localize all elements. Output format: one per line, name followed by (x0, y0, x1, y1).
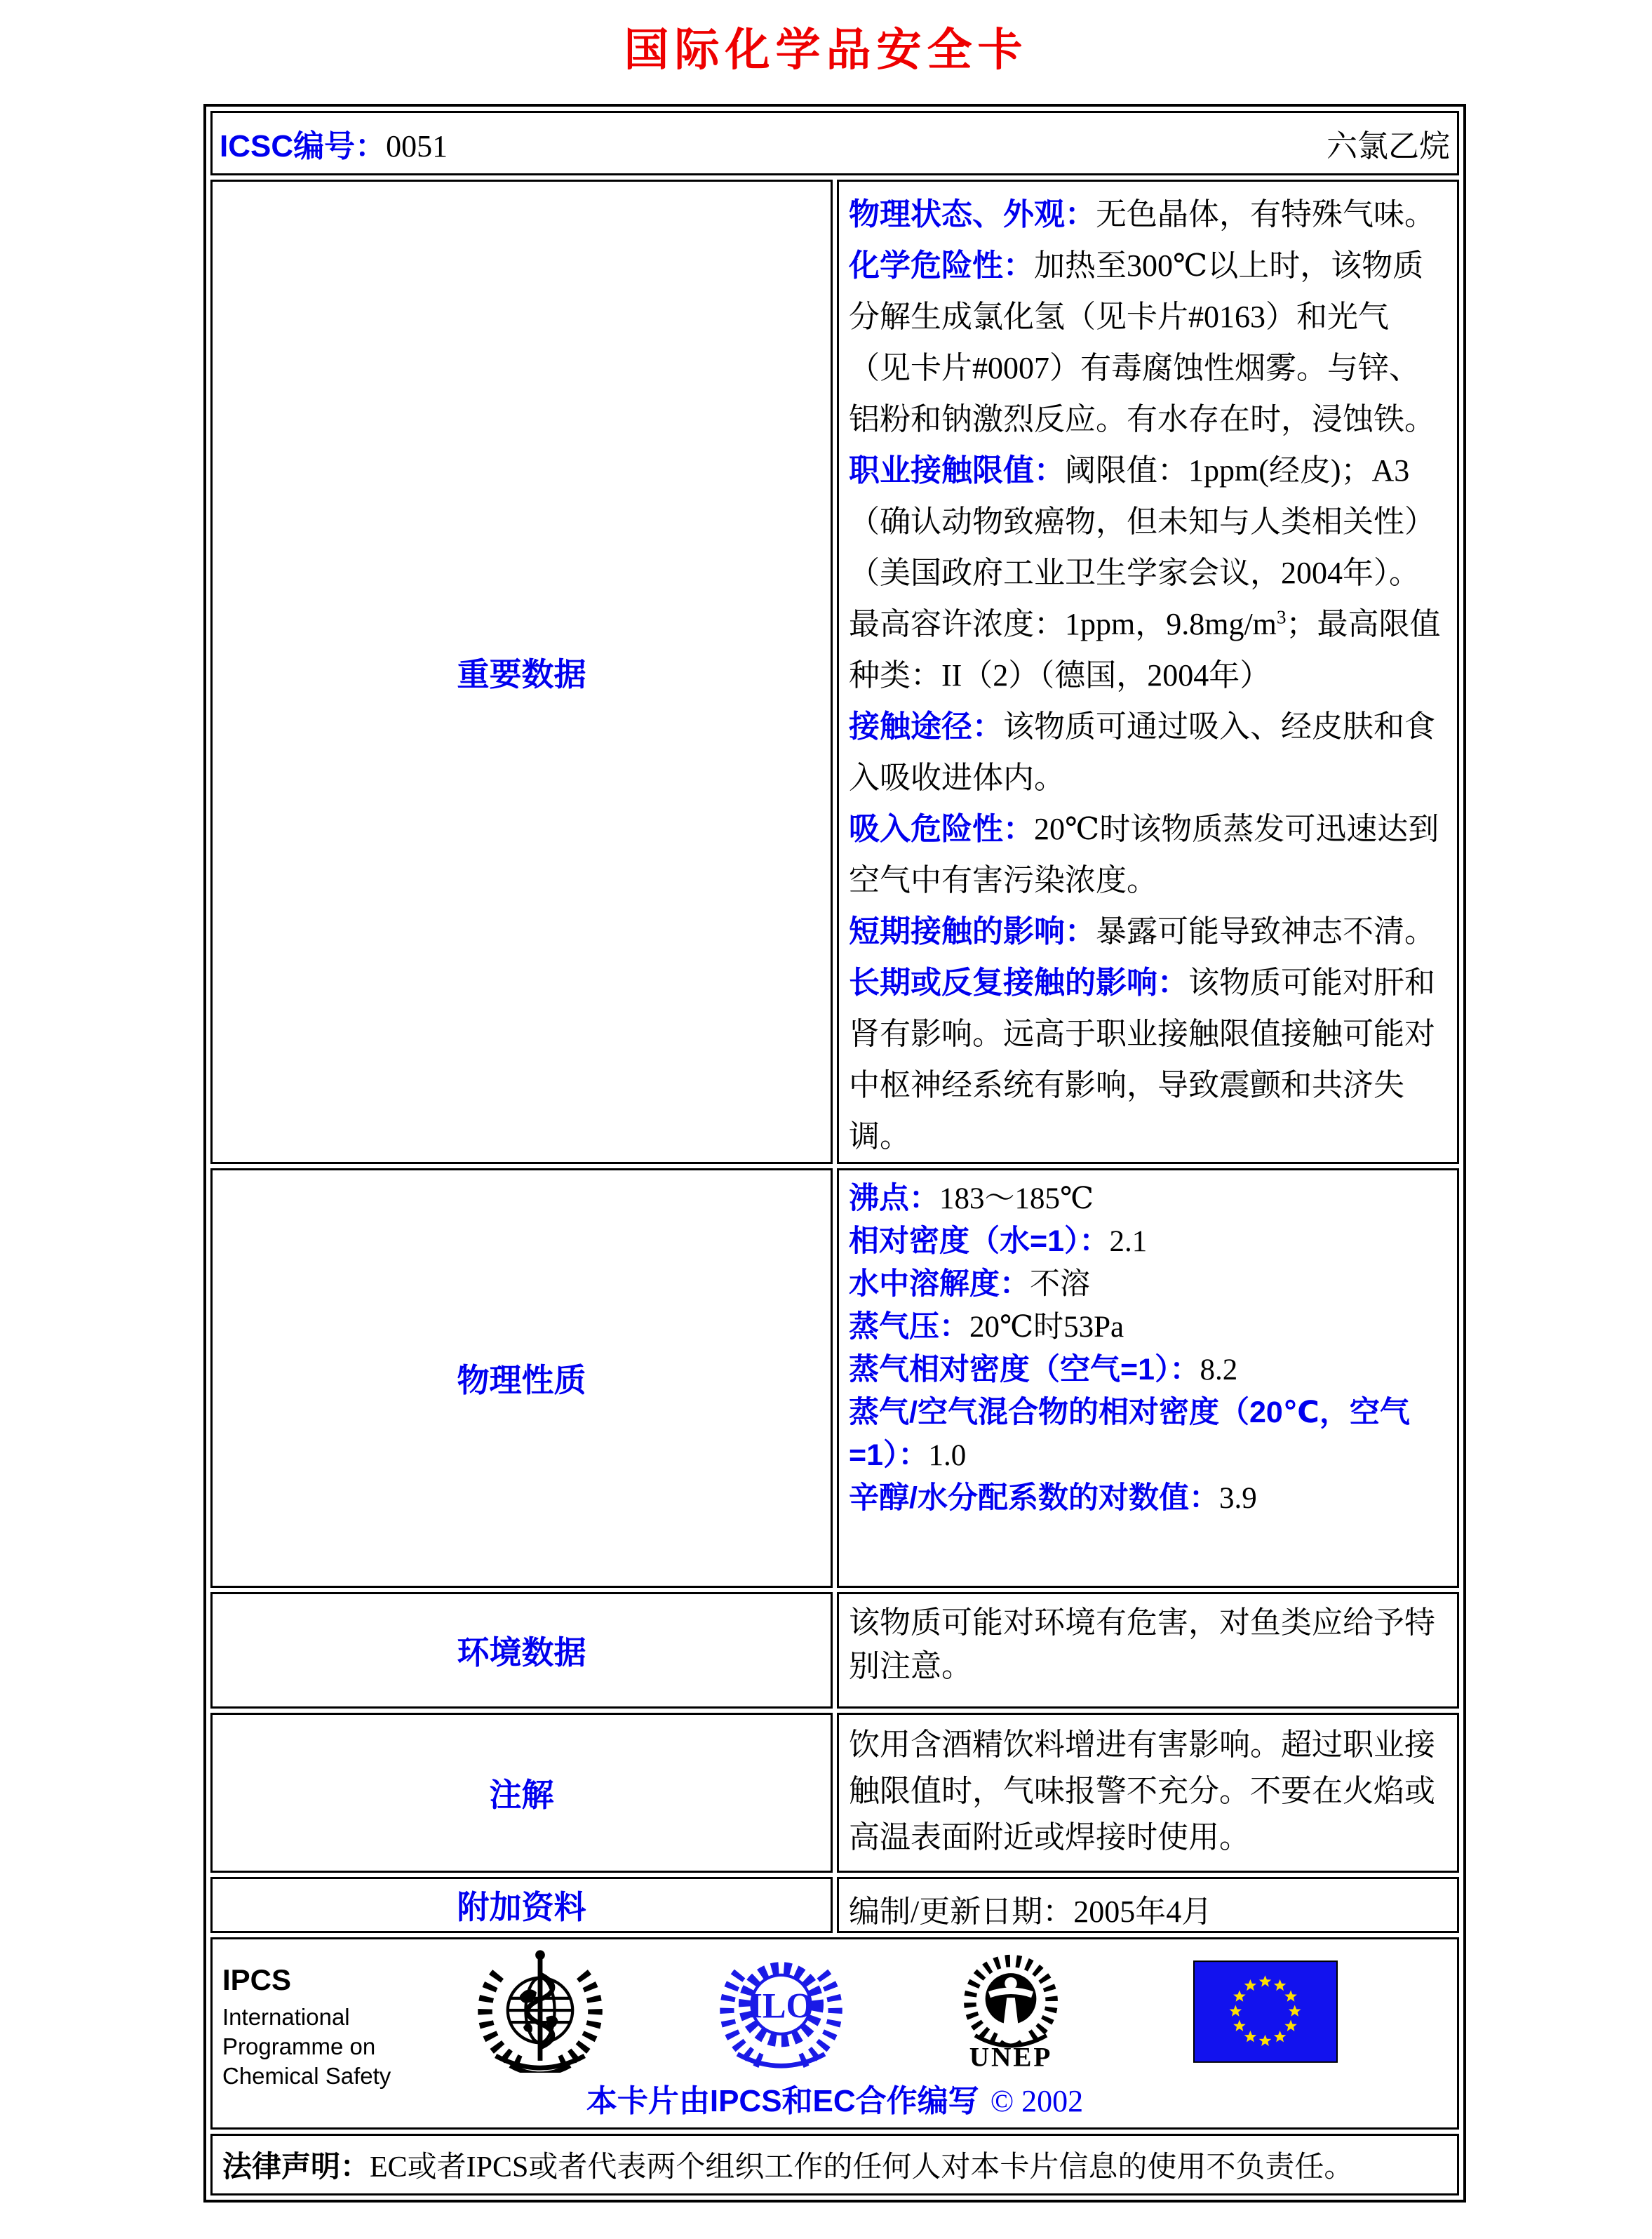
field-label: 物理状态、外观： (849, 197, 1096, 232)
ipcs-line-3: Chemical Safety (222, 2063, 391, 2089)
row-label-important-data: 重要数据 (210, 180, 833, 1164)
field-text: 2.1 (1109, 1225, 1148, 1258)
important-item-exposure-limits (849, 445, 1446, 701)
organizations-row (213, 1939, 1457, 2127)
field-text: 暴露可能导致神志不清。 (1096, 914, 1435, 949)
important-item-chemical-danger (849, 240, 1446, 445)
field-text: 20℃时53Pa (969, 1311, 1124, 1344)
row-environmental-data (210, 1592, 1459, 1709)
field-text: 183～185℃ (939, 1182, 1094, 1215)
important-item-appearance (849, 189, 1446, 240)
environmental-data-text: 该物质可能对环境有危害，对鱼类应给予特别注意。 (849, 1605, 1435, 1683)
eu-flag-icon (1193, 1960, 1338, 2063)
important-data-content (837, 180, 1459, 1164)
ipcs-acronym: IPCS (222, 1963, 292, 1996)
field-text: 3.9 (1218, 1482, 1257, 1515)
environmental-data-content (837, 1592, 1459, 1709)
ilo-letters: ILO (748, 1986, 814, 2026)
field-text: 加热至300℃以上时，该物质分解生成氯化氢（见卡片#0163）和光气（见卡片#0007）有毒腐蚀性烟雾。与锌、铝粉和钠激烈反应。有水存在时，浸蚀铁。 (849, 248, 1435, 436)
cooperation-note-text: 本卡片由IPCS和EC合作编写 (586, 2084, 979, 2118)
notes-text: 饮用含酒精饮料增进有害影响。超过职业接触限值时，气味报警不充分。不要在火焰或高温表面附近或焊接时使用。 (849, 1727, 1435, 1854)
field-text: 该物质可通过吸入、经皮肤和食入吸收进体内。 (849, 709, 1435, 795)
row-physical-properties (210, 1168, 1459, 1588)
row-label-environmental-data: 环境数据 (210, 1592, 833, 1709)
field-label: 辛醇/水分配系数的对数值： (849, 1481, 1219, 1515)
field-label: 蒸气相对密度（空气=1）： (849, 1353, 1200, 1386)
field-label: 蒸气压： (849, 1310, 969, 1344)
card-header (220, 121, 1450, 166)
who-emblem-icon (474, 1948, 607, 2073)
field-label: 相对密度（水=1）： (849, 1224, 1110, 1258)
legal-notice-text: EC或者IPCS或者代表两个组织工作的任何人对本卡片信息的使用不负责任。 (370, 2151, 1354, 2184)
field-label: 职业接触限值： (849, 453, 1065, 488)
card-header-cell (210, 111, 1459, 175)
field-text: 无色晶体，有特殊气味。 (1096, 197, 1435, 232)
superscript: 3 (1276, 606, 1287, 628)
row-label-notes: 注解 (210, 1713, 833, 1873)
physical-item-octanol-water-coefficient (849, 1477, 1446, 1520)
physical-item-vapor-air-mixture-density (849, 1391, 1446, 1477)
icsc-number-value: 0051 (386, 129, 448, 163)
field-label: 水中溶解度： (849, 1267, 1030, 1301)
row-label-additional-info: 附加资料 (210, 1877, 833, 1933)
additional-info-content (837, 1877, 1459, 1933)
field-text: 8.2 (1200, 1354, 1238, 1386)
copyright-text: © 2002 (990, 2084, 1084, 2118)
ipcs-line-1: International (222, 2004, 350, 2030)
unep-caption: UNEP (969, 2042, 1053, 2073)
icsc-number (220, 121, 448, 166)
field-label: 吸入危险性： (849, 812, 1034, 846)
physical-item-vapor-density (849, 1349, 1446, 1391)
important-item-long-term-effects (849, 957, 1446, 1162)
ilo-emblem-icon (716, 1945, 846, 2073)
field-label: 短期接触的影响： (849, 914, 1096, 949)
field-text: ；最高限值种类：II（2）（德国，2004年） (849, 607, 1441, 693)
physical-item-water-solubility (849, 1263, 1446, 1306)
row-legal-notice (210, 2134, 1459, 2195)
field-label: 长期或反复接触的影响： (849, 965, 1188, 1000)
physical-item-relative-density (849, 1220, 1446, 1263)
icsc-number-label: ICSC编号： (220, 129, 387, 163)
important-item-exposure-routes (849, 701, 1446, 803)
field-label: 接触途径： (849, 709, 1003, 744)
physical-properties-content (837, 1168, 1459, 1588)
chemical-name: 六氯乙烷 (1327, 129, 1450, 163)
physical-item-vapor-pressure (849, 1306, 1446, 1349)
legal-notice-label: 法律声明： (222, 2150, 370, 2183)
field-text: 阈限值：1ppm(经皮)；A3（确认动物致癌物，但未知与人类相关性）（美国政府工业卫生学家会议，2004年）。最高容许浓度：1ppm，9.8mg/m (849, 453, 1435, 641)
legal-notice-cell (210, 2134, 1459, 2195)
organizations-cell (210, 1937, 1459, 2130)
row-label-physical-properties: 物理性质 (210, 1168, 833, 1588)
cooperation-note (213, 2076, 1457, 2120)
row-important-data (210, 180, 1459, 1164)
row-organizations (210, 1937, 1459, 2130)
icsc-card-table (203, 104, 1466, 2203)
additional-info-text: 编制/更新日期：2005年4月 (849, 1894, 1213, 1929)
row-additional-info (210, 1877, 1459, 1933)
field-text: 不溶 (1030, 1268, 1090, 1301)
important-item-short-term-effects (849, 906, 1446, 957)
legal-notice (222, 2144, 1447, 2186)
ipcs-text-block (222, 1963, 391, 2091)
field-label: 沸点： (849, 1182, 939, 1215)
field-label: 蒸气/空气混合物的相对密度（20℃，空气=1）： (849, 1396, 1410, 1472)
field-label: 化学危险性： (849, 248, 1034, 283)
unep-emblem-icon (955, 1948, 1067, 2074)
field-text: 该物质可能对肝和肾有影响。远高于职业接触限值接触可能对中枢神经系统有影响，导致震颤和共济失调。 (849, 965, 1435, 1154)
field-text: 20℃时该物质蒸发可迅速达到空气中有害污染浓度。 (849, 812, 1439, 897)
page-title: 国际化学品安全卡 (624, 25, 1028, 75)
field-text: 1.0 (928, 1439, 967, 1472)
important-item-inhalation-risk (849, 803, 1446, 906)
notes-content (837, 1713, 1459, 1873)
ipcs-line-2: Programme on (222, 2033, 376, 2059)
row-notes (210, 1713, 1459, 1873)
row-card-header (210, 111, 1459, 175)
physical-item-boiling-point (849, 1177, 1446, 1220)
